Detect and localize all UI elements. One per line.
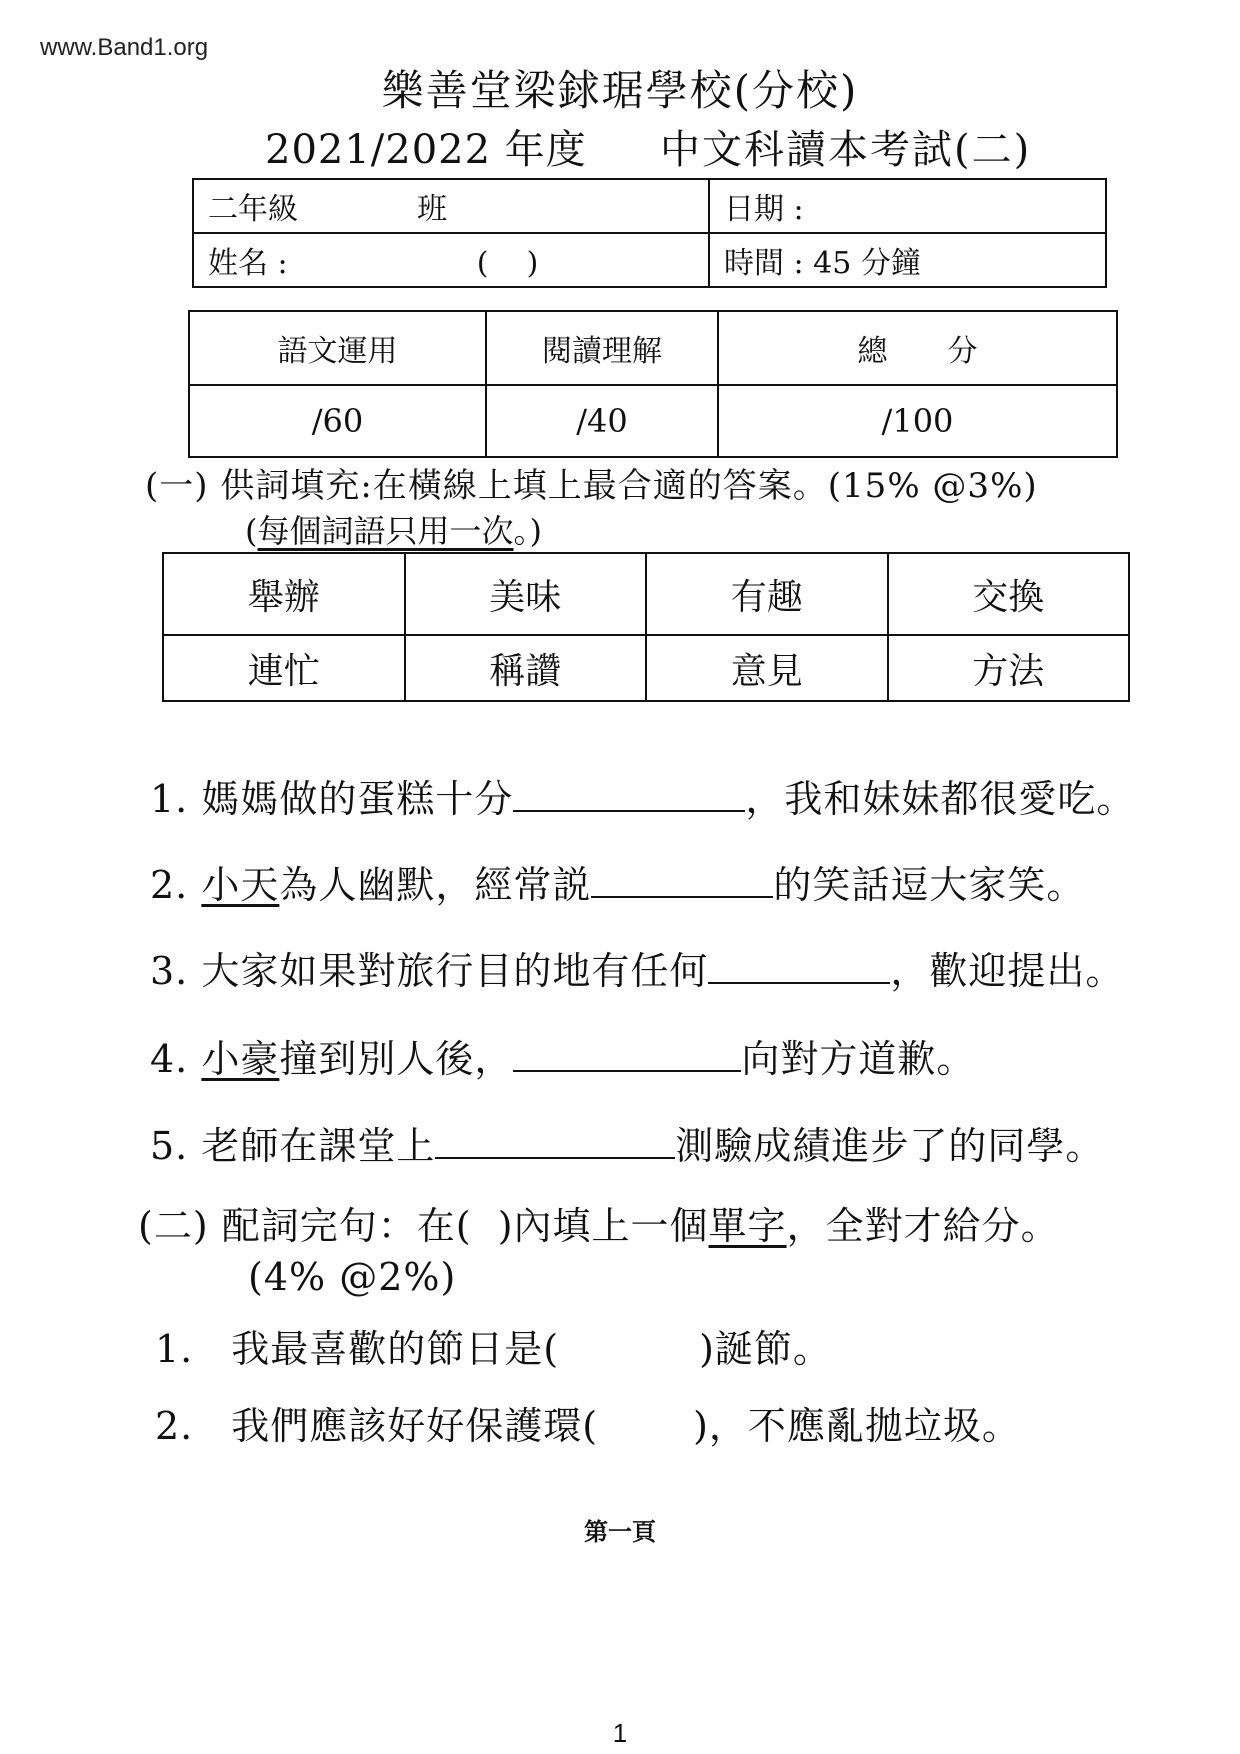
question-1-1 xyxy=(150,768,1135,823)
page-number: 1 xyxy=(612,1718,628,1748)
score-header-language: 語文運用 xyxy=(189,311,486,385)
q1-5-pre: 5. 老師在課堂上 xyxy=(150,1124,436,1168)
date-cell xyxy=(709,179,1106,233)
question-1-3 xyxy=(150,940,1124,995)
q1-2-pre: 為人幽默，經常説 xyxy=(279,863,592,907)
section1-note-close: 。) xyxy=(513,512,542,550)
question-2-1 xyxy=(155,1318,832,1373)
section2-marks: (4% @2%) xyxy=(248,1255,457,1299)
grade-label: 二年級 xyxy=(208,192,298,227)
question-1-5 xyxy=(150,1115,1104,1170)
grade-class-cell xyxy=(193,179,709,233)
question-2-2 xyxy=(155,1395,1021,1450)
q2-1-pre: 我最喜歡的節日是( xyxy=(231,1327,560,1371)
q1-2-post: 的笑話逗大家笑。 xyxy=(773,863,1086,907)
q1-3-blank[interactable] xyxy=(708,950,890,984)
score-value-language: /60 xyxy=(189,385,486,457)
q2-2-pre: 我們應該好好保護環( xyxy=(231,1404,599,1448)
word-bank-item: 方法 xyxy=(888,635,1130,701)
exam-subject: 中文科讀本考試(二) xyxy=(660,127,1032,173)
page-label: 第一頁 xyxy=(584,1517,656,1546)
q2-1-num: 1. xyxy=(155,1327,194,1371)
section2-title-underlined: 單字 xyxy=(708,1204,787,1248)
section1-note xyxy=(245,506,542,552)
section2-title-post: ，全對才給分。 xyxy=(786,1204,1060,1248)
q1-1-blank[interactable] xyxy=(513,778,745,812)
word-bank-item: 有趣 xyxy=(646,553,888,635)
q1-1-post: ，我和妹妹都很愛吃。 xyxy=(745,777,1136,821)
score-value-reading: /40 xyxy=(486,385,718,457)
score-header-total: 總 分 xyxy=(718,311,1117,385)
q1-5-blank[interactable] xyxy=(435,1125,675,1159)
school-year: 2021/2022 年度 xyxy=(265,127,587,173)
watermark: www.Band1.org xyxy=(40,34,209,61)
q1-2-name: 小天 xyxy=(201,863,280,907)
word-bank-item: 舉辦 xyxy=(163,553,405,635)
q1-3-post: ，歡迎提出。 xyxy=(890,949,1125,993)
word-bank-item: 交換 xyxy=(888,553,1130,635)
class-number-paren: ( ) xyxy=(476,246,539,281)
q1-4-num: 4. xyxy=(150,1037,202,1081)
word-bank-item: 稱讚 xyxy=(405,635,647,701)
q1-5-post: 測驗成績進步了的同學。 xyxy=(675,1124,1105,1168)
school-name: 樂善堂梁銶琚學校(分校) xyxy=(381,66,859,115)
q1-4-name: 小豪 xyxy=(201,1037,280,1081)
student-info-table xyxy=(192,178,1107,288)
section1-title: (一) 供詞填充:在橫線上填上最合適的答案。(15% @3%) xyxy=(145,466,1038,506)
section2-title xyxy=(138,1195,1060,1250)
q1-4-pre: 撞到別人後， xyxy=(279,1037,514,1081)
question-1-4 xyxy=(150,1028,975,1083)
word-bank-table xyxy=(162,552,1130,702)
q1-4-post: 向對方道歉。 xyxy=(741,1037,976,1081)
date-label: 日期 : xyxy=(724,192,804,227)
score-value-total: /100 xyxy=(718,385,1117,457)
q2-2-num: 2. xyxy=(155,1404,194,1448)
word-bank-item: 意見 xyxy=(646,635,888,701)
q2-1-post: )誕節。 xyxy=(699,1327,832,1371)
score-table xyxy=(188,310,1118,458)
time-label: 時間 : 45 分鐘 xyxy=(724,246,921,281)
q2-2-post: )，不應亂拋垃圾。 xyxy=(693,1404,1021,1448)
name-cell xyxy=(193,233,709,287)
q1-3-pre: 3. 大家如果對旅行目的地有任何 xyxy=(150,949,709,993)
q1-1-pre: 1. 媽媽做的蛋糕十分 xyxy=(150,777,514,821)
class-label: 班 xyxy=(417,192,448,227)
q1-2-num: 2. xyxy=(150,863,202,907)
q1-4-blank[interactable] xyxy=(513,1038,741,1072)
section2-title-pre: (二) 配詞完句：在( )內填上一個 xyxy=(138,1204,709,1248)
q1-2-blank[interactable] xyxy=(591,864,773,898)
time-cell xyxy=(709,233,1106,287)
question-1-2 xyxy=(150,854,1085,909)
score-header-reading: 閱讀理解 xyxy=(486,311,718,385)
name-label: 姓名 : xyxy=(208,246,288,281)
section1-note-underlined: 每個詞語只用一次 xyxy=(257,512,514,550)
word-bank-item: 連忙 xyxy=(163,635,405,701)
word-bank-item: 美味 xyxy=(405,553,647,635)
section1-note-open: ( xyxy=(245,512,258,550)
